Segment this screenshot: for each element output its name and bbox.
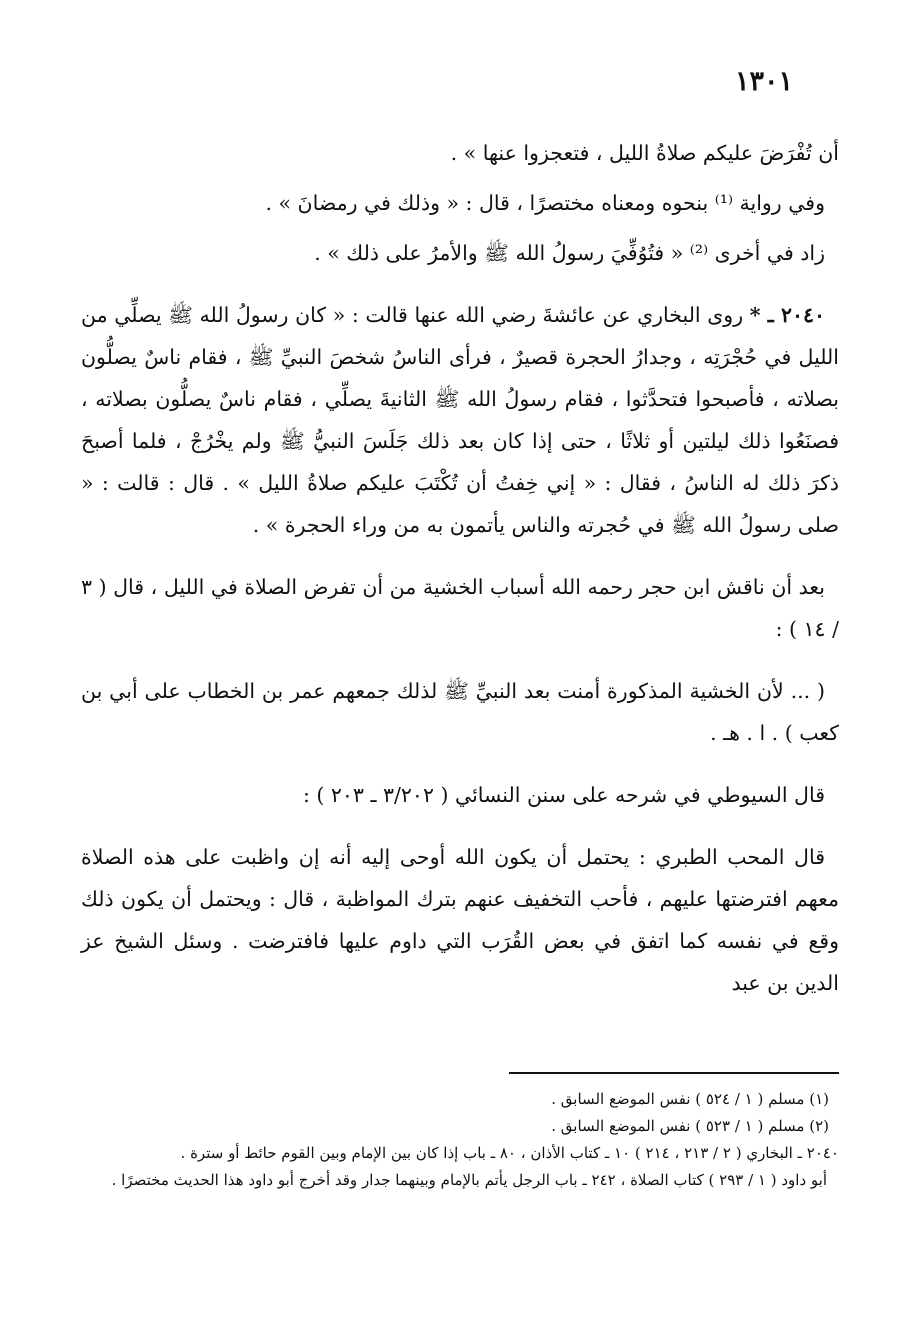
footnote-hadith-2040: ٢٠٤٠ ـ البخاري ( ٢ / ٢١٣ ، ٢١٤ ) ١٠ ـ كتاب الأذان ، ٨٠ ـ باب إذا كان بين الإمام وبين القوم حائط أو سترة .	[180, 1144, 839, 1162]
paragraph-quote: ( ... لأن الخشية المذكورة أمنت بعد النبيِّ ﷺ لذلك جمعهم عمر بن الخطاب على أبي بن كعب ) . ا . هـ .	[81, 679, 839, 745]
hadith-text: روى البخاري عن عائشةَ رضي الله عنها قالت : « كان رسولُ الله ﷺ يصلِّي من الليل في حُجْرَتِه ، وجدارُ الحجرة قصيرٌ ، فرأى الناسُ شخصَ النبيِّ ﷺ ، فقام ناسٌ يصلُّون بصلاته ، فأصبحوا فتحدَّثوا ، فقام رسولُ الله ﷺ الثانيةَ يصلِّي ، فقام ناسٌ يصلُّون بصلاته ، فصنَعُوا ذلك ليلتين أو ثلاثًا ، حتى إذا كان بعد ذلك جَلَسَ النبيُّ ﷺ ولم يخْرُجْ ، فلما أصبحَ ذكرَ ذلك له الناسُ ، فقال : « إني خِفتُ أن تُكْتَبَ عليكم صلاةُ الليل » . قال : قالت : « صلى رسولُ الله ﷺ في حُجرته والناس يأتمون به من وراء الحجرة » .	[81, 303, 839, 537]
footnote-1: (١) مسلم ( ١ / ٥٢٤ ) نفس الموضع السابق .	[551, 1090, 829, 1108]
main-text	[81, 132, 839, 1018]
paragraph-hadith-2040	[81, 294, 839, 546]
page-number: ١٣٠١	[734, 66, 793, 97]
paragraph-riwaya-1: وفي رواية ⁽¹⁾ بنحوه ومعناه مختصرًا ، قال : « وذلك في رمضانَ » .	[265, 191, 825, 215]
footnote-abu-dawud: أبو داود ( ١ / ٢٩٣ ) كتاب الصلاة ، ٢٤٢ ـ باب الرجل يأتم بالإمام وبينهما جدار وقد أخرج أبو داود هذا الحديث مختصرًا .	[111, 1171, 827, 1189]
paragraph-suyuti: قال السيوطي في شرحه على سنن النسائي ( ٣/٢٠٢ ـ ٢٠٣ ) :	[302, 783, 825, 807]
paragraph-hadith-ending: أن تُفْرَضَ عليكم صلاةُ الليل ، فتعجزوا عنها » .	[450, 141, 839, 165]
paragraph-ibn-hajar: بعد أن ناقش ابن حجر رحمه الله أسباب الخشية من أن تفرض الصلاة في الليل ، قال ( ٣ / ١٤ ) :	[81, 575, 839, 641]
paragraph-tabari: قال المحب الطبري : يحتمل أن يكون الله أوحى إليه أنه إن واظبت على هذه الصلاة معهم افترضتها عليهم ، فأحب التخفيف عنهم بترك المواظبة ، قال : ويحتمل أن يكون ذلك وقع في نفسه كما اتفق في بعض القُرَب التي داوم عليها فافترضت . وسئل الشيخ عز الدين بن عبد	[81, 845, 839, 995]
hadith-number: ٢٠٤٠ ـ *	[749, 303, 825, 327]
footnote-separator	[509, 1072, 839, 1074]
paragraph-riwaya-2: زاد في أخرى ⁽²⁾ « فتُوُفِّيَ رسولُ الله ﷺ والأمرُ على ذلك » .	[314, 241, 825, 265]
footnote-2: (٢) مسلم ( ١ / ٥٢٣ ) نفس الموضع السابق .	[551, 1117, 829, 1135]
footnotes	[81, 1086, 839, 1194]
